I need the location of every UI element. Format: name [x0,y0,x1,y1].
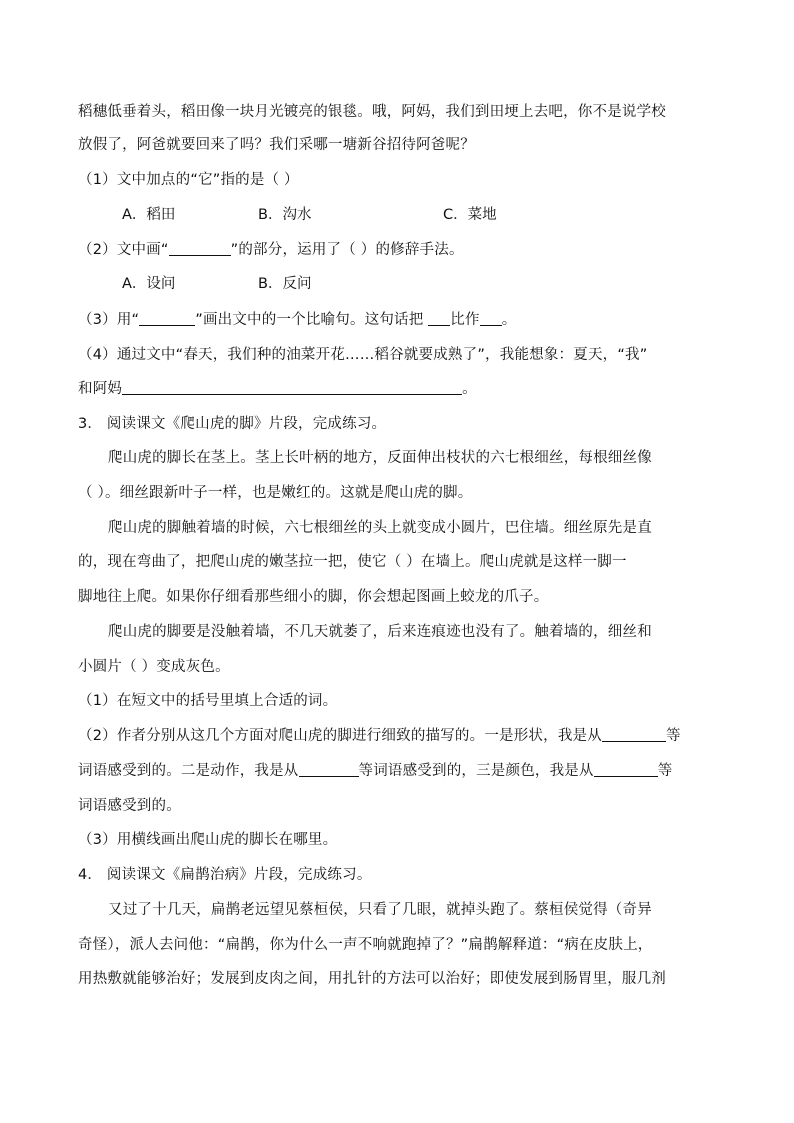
question-3-text: （3）用“ [78,312,140,328]
question-3-stem [78,311,516,329]
question-text: 等 [665,728,681,744]
option-b[interactable]: B．沟水 [258,207,312,223]
option-a[interactable]: A．稻田 [122,207,176,223]
question-2-stem [78,241,464,259]
question-text: （2）作者分别从这几个方面对爬山虎的脚进行细致的描写的。一是形状，我是从 [78,728,602,744]
question-2-text-b: ”的部分，运用了（ ）的修辞手法。 [230,242,464,258]
question-1-stem: （1）文中加点的“它”指的是（ ） [78,172,299,188]
answer-blank[interactable] [594,762,658,777]
passage-line: 爬山虎的脚要是没触着墙，不几天就萎了，后来连痕迹也没有了。触着墙的，细丝和 [108,624,652,640]
question-3-text: 。 [501,312,517,328]
question-4-stem: （4）通过文中“春天，我们种的油菜开花……稻谷就要成熟了”，我能想象：夏天，“我” [78,347,648,363]
section-3-question-3: （3）用横线画出爬山虎的脚长在哪里。 [78,832,338,848]
passage-line: 放假了，阿爸就要回来了吗？我们采哪一塘新谷招待阿爸呢？ [78,137,475,153]
passage-line: 又过了十几天，扁鹊老远望见蔡桓侯，只看了几眼，就掉头跑了。蔡桓侯觉得（奇异 [108,902,652,918]
answer-blank[interactable] [602,727,666,742]
passage-line: 脚地往上爬。如果你仔细看那些细小的脚，你会想起图画上蛟龙的爪子。 [78,589,549,605]
question-3-text: 比作 [450,312,480,328]
option-a[interactable]: A．设问 [122,276,176,292]
answer-blank[interactable] [122,380,462,395]
section-4-title: 4． 阅读课文《扁鹊治病》片段，完成练习。 [78,867,372,883]
answer-blank[interactable] [480,311,502,326]
section-3-title: 3． 阅读课文《爬山虎的脚》片段，完成练习。 [78,416,387,432]
question-text: 等词语感受到的，三是颜色，我是从 [358,763,594,779]
passage-line: 小圆片（ ）变成灰色。 [78,659,230,675]
section-3-question-2-cont [78,762,672,780]
passage-line: 爬山虎的脚长在茎上。茎上长叶柄的地方，反面伸出枝状的六七根细丝，每根细丝像 [108,450,652,466]
passage-line: 奇怪），派人去问他：“扁鹊，你为什么一声不响就跑掉了？”扁鹊解释道：“病在皮肤上， [78,937,653,953]
passage-line: 的，现在弯曲了，把爬山虎的嫩茎拉一把，使它（ ）在墙上。爬山虎就是这样一脚一 [78,554,627,570]
option-c[interactable]: C．菜地 [443,207,497,223]
answer-blank[interactable] [299,762,359,777]
underline-sample [139,311,195,326]
passage-line: （ ）。细丝跟新叶子一样，也是嫩红的。这就是爬山虎的脚。 [78,485,473,501]
question-4-text: 。 [462,381,477,397]
section-3-question-2-end: 词语感受到的。 [78,798,181,814]
answer-blank[interactable] [428,311,450,326]
question-4-text: 和阿妈 [78,381,123,397]
option-b[interactable]: B．反问 [258,276,312,292]
question-text: 词语感受到的。二是动作，我是从 [78,763,299,779]
question-text: 等 [657,763,673,779]
section-3-question-2 [78,727,681,745]
passage-line: 爬山虎的脚触着墙的时候，六七根细丝的头上就变成小圆片，巴住墙。细丝原先是直 [108,520,652,536]
section-3-question-1: （1）在短文中的括号里填上合适的词。 [78,693,338,709]
question-2-text-a: （2）文中画“ [78,242,169,258]
passage-line: 稻穗低垂着头，稻田像一块月光镀亮的银毯。哦，阿妈，我们到田埂上去吧，你不是说学校 [78,104,666,120]
question-4-answer-line [78,380,477,398]
question-3-text: ”画出文中的一个比喻句。这句话把 [195,312,424,328]
underline-sample [169,241,231,256]
passage-line: 用热敷就能够治好；发展到皮肉之间，用扎针的方法可以治好；即使发展到肠胃里，服几剂 [78,971,666,987]
